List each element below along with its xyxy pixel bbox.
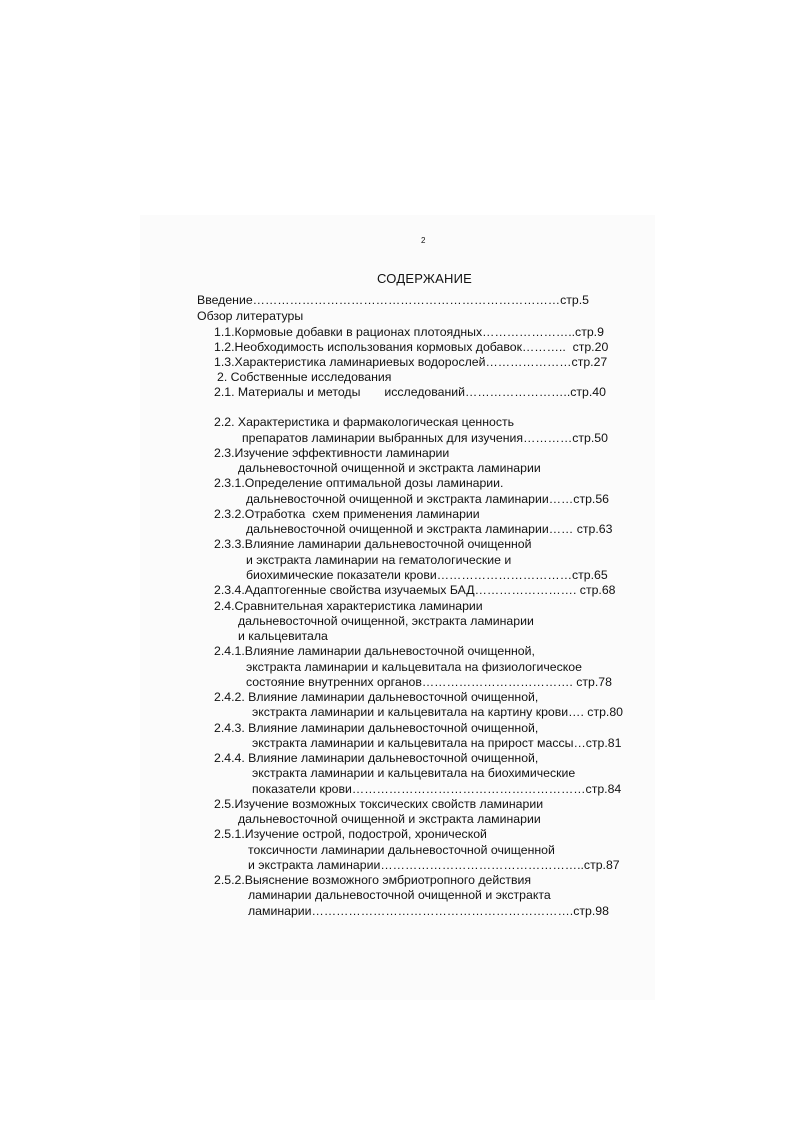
- toc-entry: 2.3.Изучение эффективности ламинарии: [214, 446, 450, 460]
- toc-entry: экстракта ламинарии и кальцевитала на картину крови…. стр.80: [252, 705, 624, 719]
- page-title: СОДЕРЖАНИЕ: [377, 271, 473, 286]
- toc-entry: показатели крови…………………………………………………стр.84: [252, 782, 622, 796]
- toc-entry: 2.4.2. Влияние ламинарии дальневосточной очищенной,: [214, 690, 539, 704]
- toc-entry: 2.3.1.Определение оптимальной дозы ламинарии.: [214, 476, 504, 490]
- toc-entry: Введение…………………………………………………………………стр.5: [197, 293, 589, 307]
- toc-entry: и экстракта ламинарии на гематологические и: [246, 553, 512, 567]
- toc-entry: 2.2. Характеристика и фармакологическая ценность: [214, 415, 515, 429]
- toc-entry: ламинарии дальневосточной очищенной и экстракта: [248, 888, 551, 902]
- toc-entry: 2.3.3.Влияние ламинарии дальневосточной очищенной: [214, 537, 532, 551]
- toc-entry: и экстракта ламинарии…………………………………………..стр.87: [248, 858, 620, 872]
- toc-entry: биохимические показатели крови……………………………стр.65: [246, 568, 608, 582]
- toc-entry: 2.5.1.Изучение острой, подострой, хронической: [214, 827, 487, 841]
- toc-entry: токсичности ламинарии дальневосточной очищенной: [248, 843, 555, 857]
- toc-entry: экстракта ламинарии и кальцевитала на физиологическое: [246, 660, 582, 674]
- toc-entry: состояние внутренних органов………………………………. стр.78: [246, 675, 612, 689]
- toc-entry: 1.3.Характеристика ламинариевых водорослей…………………стр.27: [214, 355, 608, 369]
- toc-entry: и кальцевитала: [238, 629, 328, 643]
- toc-entry: дальневосточной очищенной, экстракта ламинарии: [238, 614, 534, 628]
- toc-entry: 1.2.Необходимость использования кормовых добавок……….. стр.20: [214, 340, 609, 354]
- toc-entry: 2.4.4. Влияние ламинарии дальневосточной очищенной,: [214, 751, 539, 765]
- toc-entry: 2.3.4.Адаптогенные свойства изучаемых БАД……………………. стр.68: [214, 583, 616, 597]
- toc-entry: 2.3.2.Отработка схем применения ламинарии: [214, 507, 480, 521]
- toc-entry: дальневосточной очищенной и экстракта ламинарии: [238, 461, 541, 475]
- toc-entry: экстракта ламинарии и кальцевитала на биохимические: [252, 766, 576, 780]
- toc-entry: 2.5.2.Выяснение возможного эмбриотропного действия: [214, 873, 532, 887]
- toc-entry: дальневосточной очищенной и экстракта ламинарии: [238, 812, 541, 826]
- toc-entry: ламинарии……………………………………………………….стр.98: [248, 904, 609, 918]
- toc-entry: препаратов ламинарии выбранных для изучения…………стр.50: [242, 431, 608, 445]
- toc-entry: 1.1.Кормовые добавки в рационах плотоядных…………………..стр.9: [214, 325, 604, 339]
- toc-entry: экстракта ламинарии и кальцевитала на прирост массы…стр.81: [252, 736, 622, 750]
- toc-entry: 2.5.Изучение возможных токсических свойств ламинарии: [214, 797, 544, 811]
- toc-entry: 2.4.1.Влияние ламинарии дальневосточной очищенной,: [214, 644, 535, 658]
- toc-entry: дальневосточной очищенной и экстракта ламинарии…… стр.63: [246, 522, 613, 536]
- toc-entry: Обзор литературы: [197, 309, 304, 323]
- toc-entry: 2. Собственные исследования: [217, 370, 392, 384]
- page-number: 2: [421, 236, 426, 245]
- toc-entry: 2.4.Сравнительная характеристика ламинарии: [214, 599, 483, 613]
- toc-entry: 2.1. Материалы и методы исследований……………………..стр.40: [214, 385, 606, 399]
- toc-entry: 2.4.3. Влияние ламинарии дальневосточной очищенной,: [214, 721, 539, 735]
- toc-entry: дальневосточной очищенной и экстракта ламинарии……стр.56: [246, 492, 610, 506]
